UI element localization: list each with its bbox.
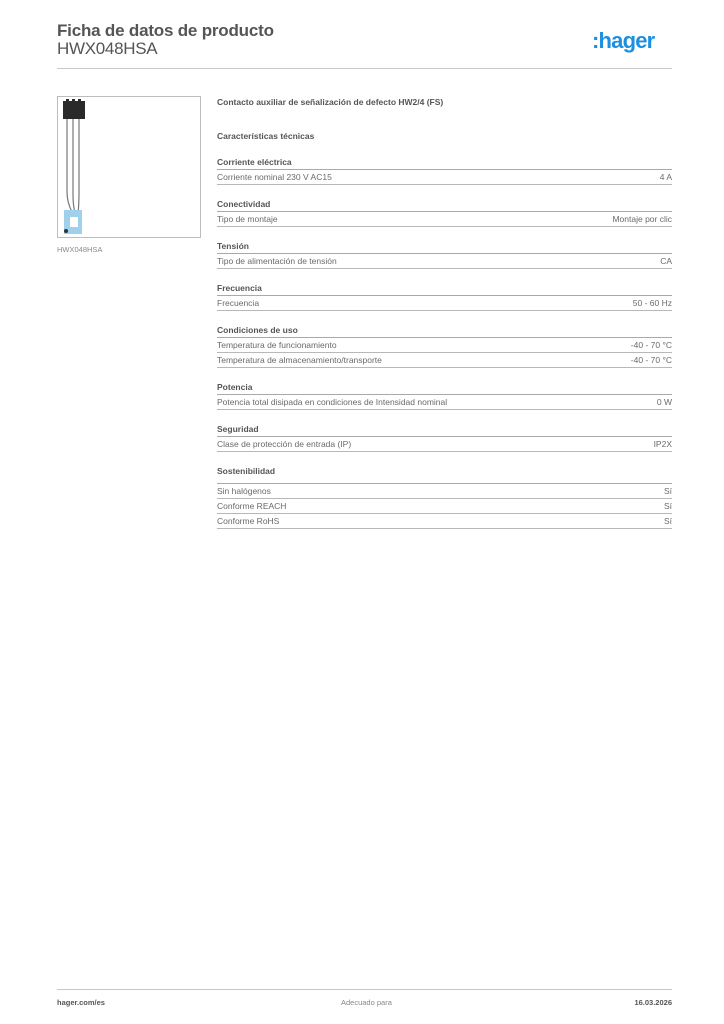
section-title: Conectividad (217, 198, 672, 212)
product-image-caption: HWX048HSA (57, 245, 103, 254)
spec-row (217, 437, 672, 452)
section-title: Potencia (217, 381, 672, 395)
spec-label: Temperatura de funcionamiento (217, 340, 337, 350)
section-title: Seguridad (217, 423, 672, 437)
section-title: Sostenibilidad (217, 465, 672, 484)
spec-value: IP2X (653, 439, 672, 449)
spec-row (217, 353, 672, 368)
page-title: Ficha de datos de producto (57, 21, 274, 40)
product-code: HWX048HSA (57, 39, 158, 58)
spec-label: Conforme REACH (217, 501, 287, 511)
spec-row (217, 499, 672, 514)
section-conectividad (217, 198, 672, 227)
spec-value: Sí (663, 501, 672, 511)
footer-website-link[interactable]: hager.com/es (57, 998, 105, 1007)
footer-suitable-for: Adecuado para (341, 998, 392, 1007)
spec-value: CA (660, 256, 672, 266)
datasheet-content (217, 96, 672, 529)
spec-row (217, 338, 672, 353)
spec-value: 50 - 60 Hz (632, 298, 672, 308)
spec-label: Potencia total disipada en condiciones de Intensidad nominal (217, 397, 448, 407)
spec-label: Frecuencia (217, 298, 260, 308)
section-title: Condiciones de uso (217, 324, 672, 338)
spec-label: Temperatura de almacenamiento/transporte (217, 355, 382, 365)
auxiliary-contact-product-image-icon (58, 97, 200, 237)
footer-divider (57, 989, 672, 990)
section-frecuencia (217, 282, 672, 311)
section-tension (217, 240, 672, 269)
section-condiciones-de-uso (217, 324, 672, 368)
spec-label: Corriente nominal 230 V AC15 (217, 172, 332, 182)
footer-date: 16.03.2026 (634, 998, 672, 1007)
spec-value: Montaje por clic (612, 214, 672, 224)
section-title: Frecuencia (217, 282, 672, 296)
spec-label: Tipo de montaje (217, 214, 278, 224)
spec-label: Tipo de alimentación de tensión (217, 256, 337, 266)
spec-value: 0 W (656, 397, 672, 407)
spec-value: Sí (663, 486, 672, 496)
spec-row (217, 296, 672, 311)
spec-row (217, 212, 672, 227)
characteristics-heading: Características técnicas (217, 131, 315, 141)
section-sostenibilidad (217, 465, 672, 529)
header-divider (57, 68, 672, 69)
spec-row (217, 395, 672, 410)
section-seguridad (217, 423, 672, 452)
spec-value: -40 - 70 °C (630, 340, 672, 350)
spec-row (217, 170, 672, 185)
spec-value: -40 - 70 °C (630, 355, 672, 365)
spec-row (217, 484, 672, 499)
product-image (57, 96, 201, 238)
spec-value: 4 A (659, 172, 672, 182)
spec-label: Sin halógenos (217, 486, 271, 496)
hager-logo: :hager (592, 28, 655, 53)
spec-label: Conforme RoHS (217, 516, 280, 526)
spec-row (217, 254, 672, 269)
section-corriente-electrica (217, 156, 672, 185)
section-title: Corriente eléctrica (217, 156, 672, 170)
spec-value: Sí (663, 516, 672, 526)
product-description: Contacto auxiliar de señalización de defecto HW2/4 (FS) (217, 97, 444, 107)
section-title: Tensión (217, 240, 672, 254)
section-potencia (217, 381, 672, 410)
spec-row (217, 514, 672, 529)
spec-label: Clase de protección de entrada (IP) (217, 439, 352, 449)
